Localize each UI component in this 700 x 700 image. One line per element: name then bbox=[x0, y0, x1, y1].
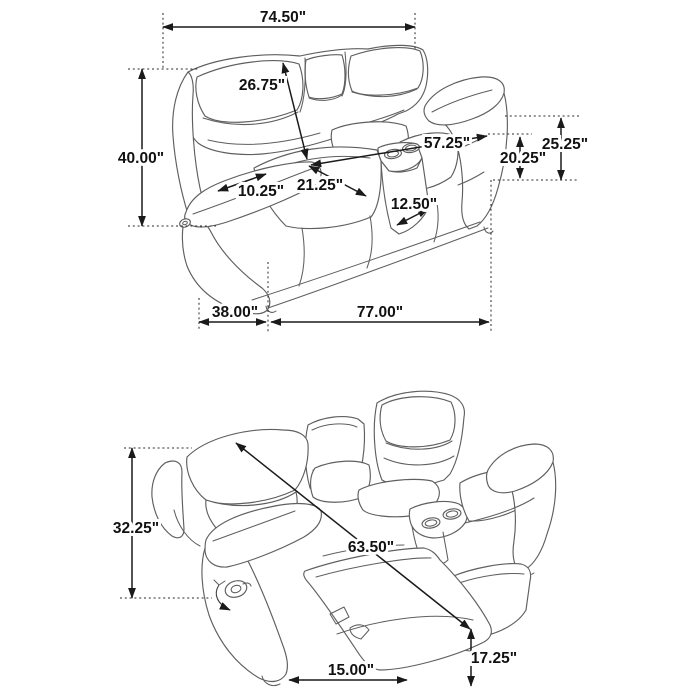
dim-overall-width-label: 74.50" bbox=[259, 9, 307, 26]
dim-interior-width-label: 57.25" bbox=[423, 135, 471, 152]
dim-arm-width-label: 10.25" bbox=[237, 183, 285, 200]
dim-reclined-length-label: 63.50" bbox=[347, 539, 395, 556]
dim-arm-height-label: 25.25" bbox=[541, 136, 589, 153]
dim-reclined-height-label: 32.25" bbox=[112, 520, 160, 537]
reclined-right-back bbox=[374, 391, 464, 486]
dim-seat-to-arm-label: 20.25" bbox=[499, 150, 547, 167]
dim-console-width-label: 12.50" bbox=[390, 196, 438, 213]
left-footrest bbox=[304, 548, 492, 670]
dim-overall-height-label: 40.00" bbox=[117, 150, 165, 167]
reclined-left-arm bbox=[202, 504, 321, 686]
dim-back-height-label: 26.75" bbox=[238, 77, 286, 94]
center-console bbox=[378, 142, 429, 234]
dim-seat-width-label: 21.25" bbox=[296, 177, 344, 194]
dim-footrest-height-label: 17.25" bbox=[470, 650, 518, 667]
dim-front-width-label: 77.00" bbox=[356, 304, 404, 321]
dim-overall-depth-label: 38.00" bbox=[211, 304, 259, 321]
dim-footrest-extension-label: 15.00" bbox=[327, 662, 375, 679]
